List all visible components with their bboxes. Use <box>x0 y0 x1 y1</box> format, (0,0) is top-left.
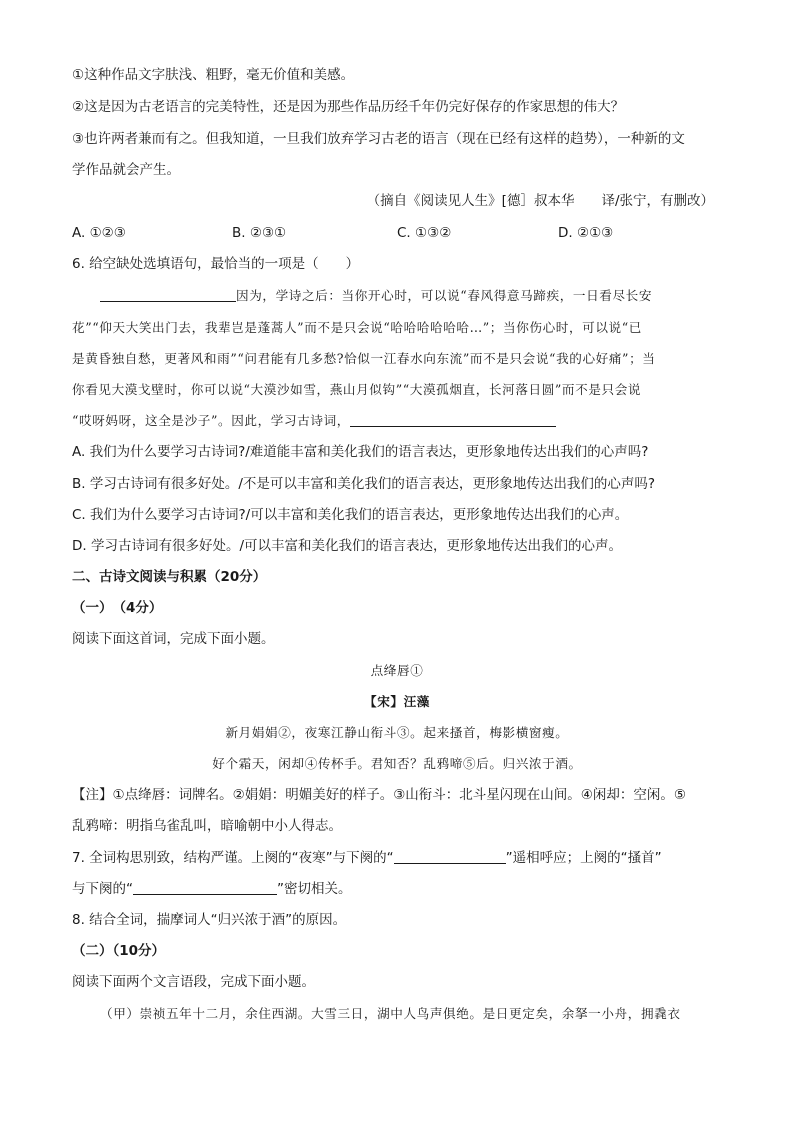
poem-note-a: 【注】①点绛唇：词牌名。②娟娟：明媚美好的样子。③山衔斗：北斗星闪现在山间。④闲却：空闲。⑤ <box>72 787 687 803</box>
q6-passage-line-2: 花”“仰天大笑出门去，我辈岂是蓬蒿人”而不是只会说“哈哈哈哈哈哈…”；当你伤心时，可以说“已 <box>72 320 642 335</box>
q5-item-1: ①这种作品文字肤浅、粗野，毫无价值和美感。 <box>72 67 355 83</box>
q6-stem: 6. 给空缺处选填语句，最恰当的一项是（ ） <box>72 256 360 272</box>
poem-author: 【宋】汪藻 <box>364 694 430 709</box>
part-2-heading: （二）（10分） <box>72 943 166 959</box>
q6-option-d: D. 学习古诗词有很多好处。/可以丰富和美化我们的语言表达，更形象地传达出我们的心声。 <box>72 538 623 554</box>
poem-line-1: 新月娟娟②，夜寒江静山衔斗③。起来搔首，梅影横窗瘦。 <box>225 725 569 740</box>
part-1-heading: （一） （4分） <box>72 600 163 616</box>
q6-option-c: C. 我们为什么要学习古诗词?/可以丰富和美化我们的语言表达，更形象地传达出我们的心声。 <box>72 507 629 523</box>
q8-question: 8. 结合全词，揣摩词人“归兴浓于酒”的原因。 <box>72 912 347 928</box>
q6-option-a: A. 我们为什么要学习古诗词?/难道能丰富和美化我们的语言表达，更形象地传达出我们的心声吗? <box>72 444 649 460</box>
poem-note-b: 乱鸦啼：明指乌雀乱叫，暗喻朝中小人得志。 <box>72 818 342 834</box>
poem-intro: 阅读下面这首词，完成下面小题。 <box>72 631 275 647</box>
q5-option-c: C. ①③② <box>397 225 452 241</box>
q5-option-b: B. ②③① <box>232 225 287 241</box>
q6-passage-line-3: 是黄昏独自愁，更著风和雨”“问君能有几多愁?恰似一江春水向东流”而不是只会说“我的心好痛”；当 <box>72 351 656 366</box>
q5-item-2: ②这是因为古老语言的完美特性，还是因为那些作品历经千年仍完好保存的作家思想的伟大？ <box>72 99 625 115</box>
q7-blank-2 <box>133 880 277 895</box>
poem-title: 点绛唇① <box>370 663 424 678</box>
passage-jia-line-1: （甲）崇祯五年十二月，余住西湖。大雪三日，湖中人鸟声俱绝。是日更定矣，余拏一小舟，拥毳衣 <box>100 1006 681 1021</box>
q7-blank-1 <box>394 849 506 864</box>
q6-passage-line-5: “哎呀妈呀，这全是沙子”。因此，学习古诗词， <box>72 411 556 431</box>
q5-option-d: D. ②①③ <box>558 225 614 241</box>
q5-item-3b: 学作品就会产生。 <box>72 162 180 178</box>
q6-blank-1 <box>100 287 236 302</box>
classical-intro: 阅读下面两个文言语段，完成下面小题。 <box>72 974 315 990</box>
q5-item-3a: ③也许两者兼而有之。但我知道，一旦我们放弃学习古老的语言（现在已经有这样的趋势），一种新的文 <box>72 131 685 147</box>
q6-passage-line-1: 因为，学诗之后：当你开心时，可以说“春风得意马蹄疾，一日看尽长安 <box>100 286 652 306</box>
q5-option-a: A. ①②③ <box>72 225 126 241</box>
q7-line-1: 7. 全词构思别致，结构严谨。上阕的“夜寒”与下阕的“ ”遥相呼应；上阕的“搔首” <box>72 850 662 866</box>
section-2-title: 二、古诗文阅读与积累（20分） <box>72 569 267 585</box>
q5-source: （摘自《阅读见人生》[德］叔本华 译/张宁，有删改） <box>366 193 714 209</box>
q6-option-b: B. 学习古诗词有很多好处。/不是可以丰富和美化我们的语言表达，更形象地传达出我们的心声吗? <box>72 476 656 492</box>
q6-blank-2 <box>350 412 556 427</box>
q7-line-2: 与下阕的“ ”密切相关。 <box>72 881 352 897</box>
q6-passage-line-4: 你看见大漠戈壁时，你可以说“大漠沙如雪，燕山月似钩”“大漠孤烟直，长河落日圆”而不是只会说 <box>72 382 642 397</box>
poem-line-2: 好个霜天，闲却④传杯手。君知否？乱鸦啼⑤后。归兴浓于酒。 <box>212 756 582 771</box>
